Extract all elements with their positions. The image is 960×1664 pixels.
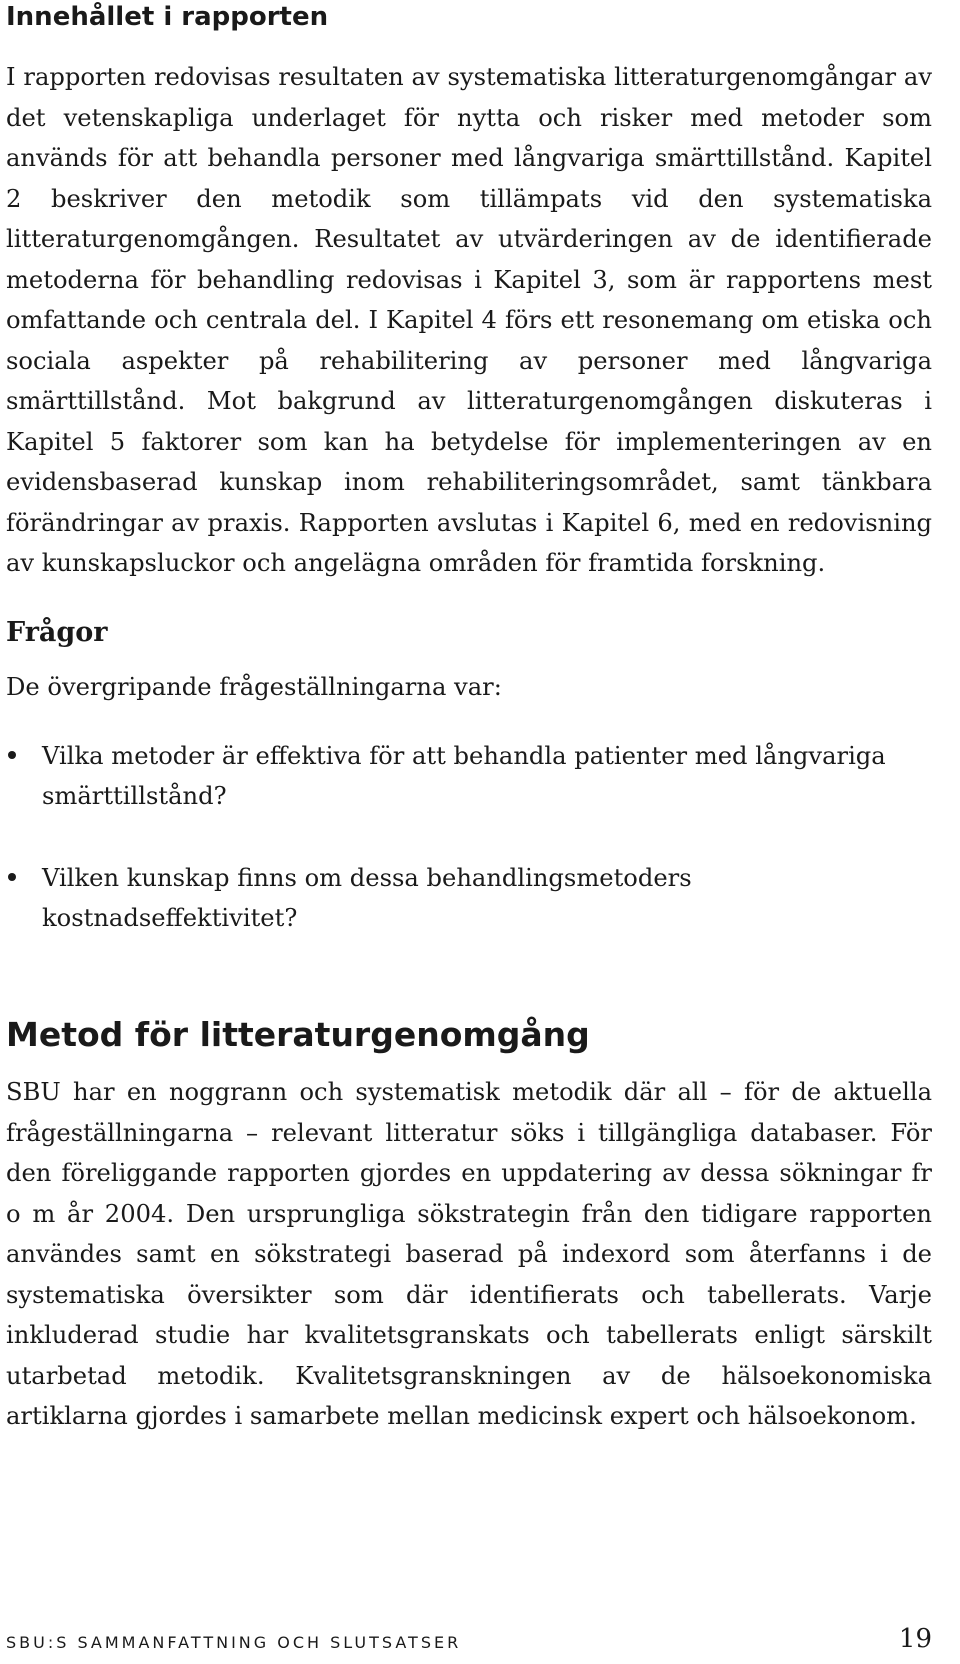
bullet-text: Vilka metoder är effektiva för att behandla patienter med långvariga smärttillstånd? [42,742,886,810]
bullet-icon [8,873,16,881]
paragraph-fragor-lead: De övergripande frågeställningarna var: [6,673,502,701]
paragraph-metod: SBU har en noggrann och systematisk metodik där all – för de aktuella frågeställningarna – relevant litteratur söks i tillgängliga databaser. För den föreliggande rapporten gjordes en uppdatering av dessa sökningar fr o m år 2004. Den ursprungliga sökstrategin från den tidigare rapporten användes samt en sökstrategi baserad på indexord som återfanns i de systematiska översikter som där identifierats och tabellerats. Varje inkluderad studie har kvalitetsgranskats och tabellerats enligt särskilt utarbetad metodik. Kvalitetsgranskningen av de hälsoekonomiska artiklarna gjordes i samarbete mellan medicinsk expert och hälsoekonom. [6,1078,932,1430]
bullet-icon [8,751,16,759]
bullet-list-item-2 [6,858,932,938]
footer-label: SBU:S SAMMANFATTNING OCH SLUTSATSER [6,1633,462,1652]
bullet-list-item-1 [6,736,932,816]
list-item [6,736,932,816]
page-number: 19 [898,1624,932,1654]
section-heading-metod: Metod för litteraturgenomgång [6,1015,590,1054]
page-footer [6,1624,932,1654]
list-item [6,858,932,938]
paragraph-intro: I rapporten redovisas resultaten av systematiska litteraturgenomgångar av det vetenskapliga underlaget för nytta och risker med metoder som används för att behandla personer med långvariga smärttillstånd. Kapitel 2 beskriver den metodik som tillämpats vid den systematiska litteraturgenomgången. Resultatet av utvärderingen av de identifierade metoderna för behandling redovisas i Kapitel 3, som är rapportens mest omfattande och centrala del. I Kapitel 4 förs ett resonemang om etiska och sociala aspekter på rehabilitering av personer med långvariga smärttillstånd. Mot bakgrund av litteraturgenomgången diskuteras i Kapitel 5 faktorer som kan ha betydelse för implementeringen av en evidensbaserad kunskap inom rehabiliteringsområdet, samt tänkbara förändringar av praxis. Rapporten avslutas i Kapitel 6, med en redovisning av kunskapsluckor och angelägna områden för framtida forskning. [6,63,932,577]
bullet-text: Vilken kunskap finns om dessa behandlingsmetoders kostnadseffektivitet? [42,864,692,932]
section-heading-fragor: Frågor [6,617,108,648]
section-heading-intro: Innehållet i rapporten [6,2,329,32]
